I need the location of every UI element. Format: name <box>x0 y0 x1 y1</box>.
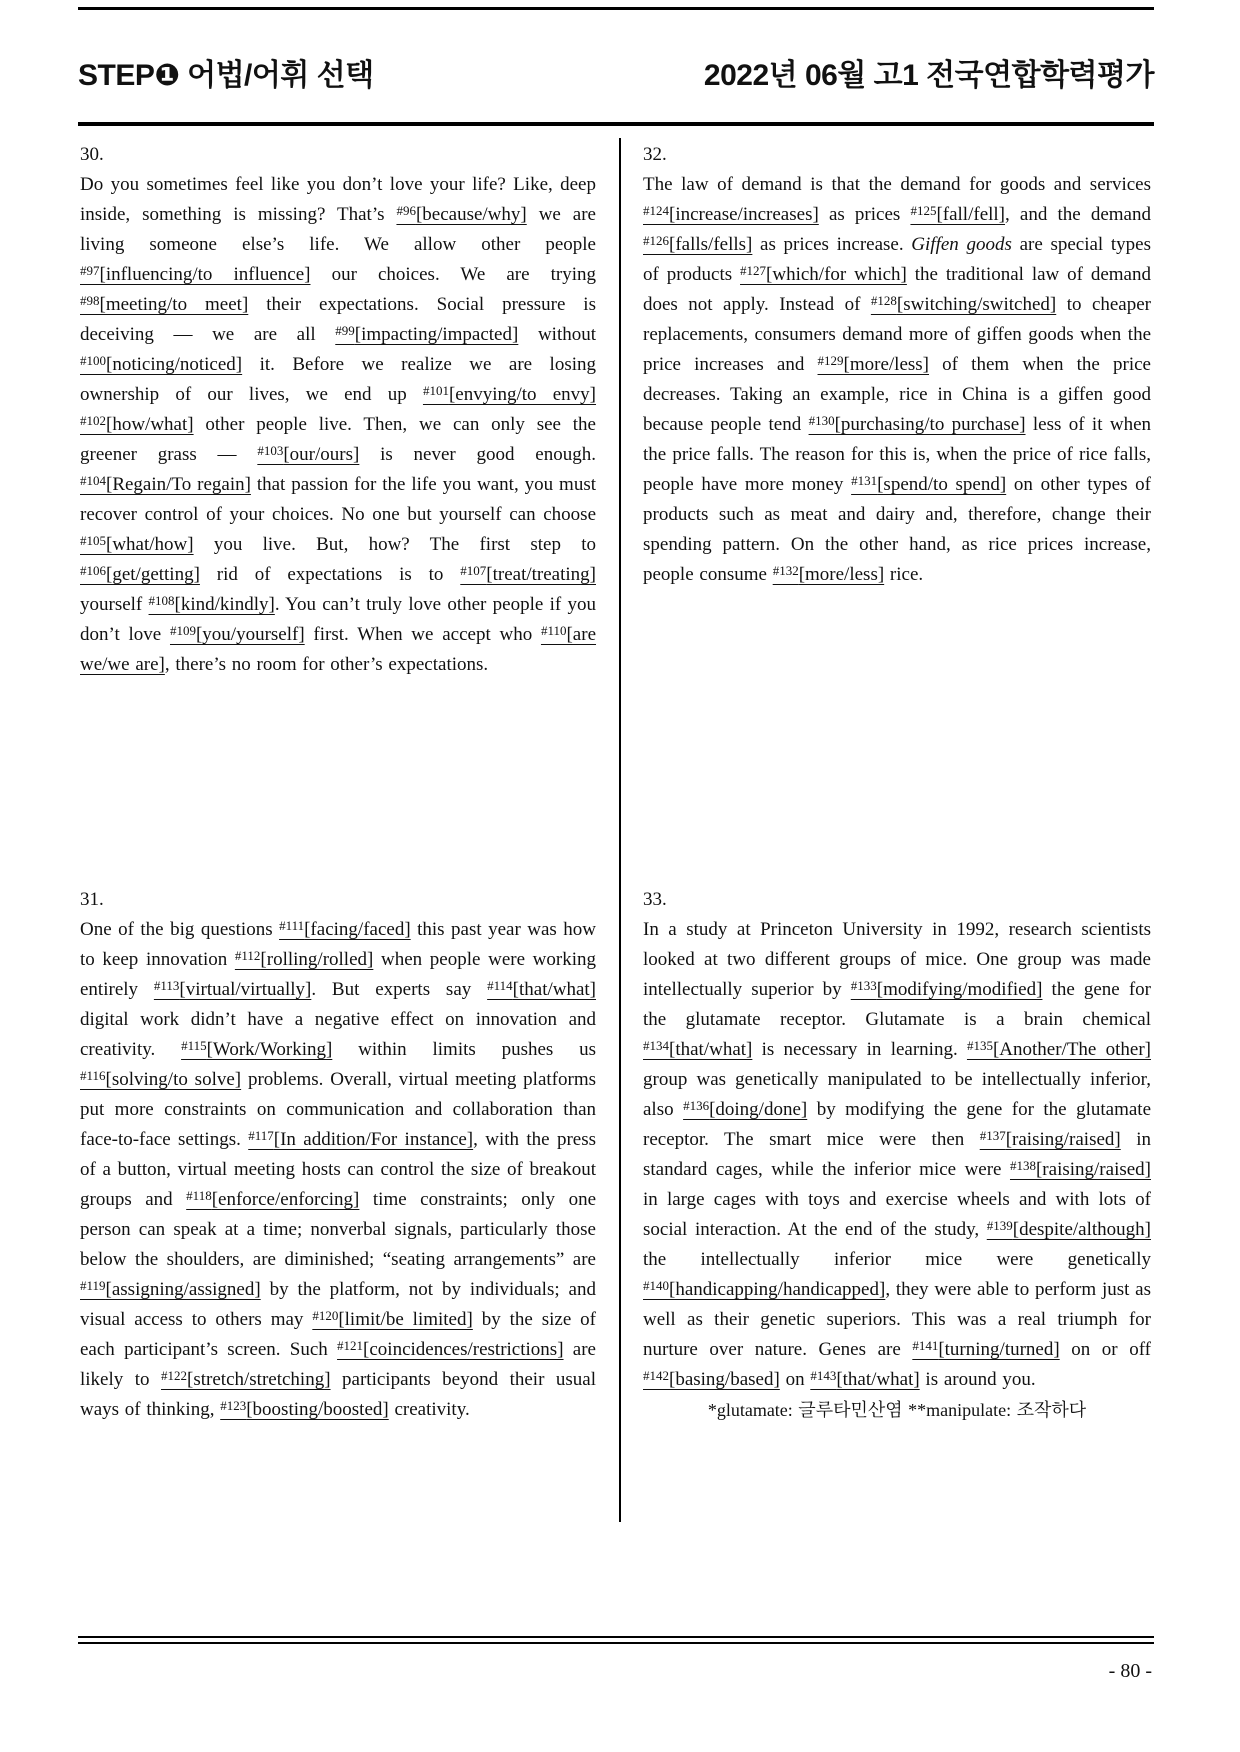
choice-options: $^{\#143}$[that/what] <box>810 1368 920 1390</box>
italic-term: Giffen goods <box>911 234 1012 255</box>
choice-options: $^{\#108}$[kind/kindly] <box>148 593 275 615</box>
choice-number: #105 <box>80 533 106 549</box>
choice-number: #121 <box>337 1338 364 1354</box>
top-rule <box>78 7 1154 10</box>
choice-options: $^{\#115}$[Work/Working] <box>181 1038 333 1060</box>
choice-options: $^{\#113}$[virtual/virtually] <box>153 978 312 1000</box>
choice-number: #103 <box>257 443 284 459</box>
choice-number: #101 <box>422 383 449 399</box>
choice-number: #135 <box>966 1038 993 1054</box>
choice-options: $^{\#123}$[boosting/boosted] <box>220 1398 389 1420</box>
choice-number: #107 <box>460 563 487 579</box>
choice-options: $^{\#112}$[rolling/rolled] <box>234 948 374 970</box>
choice-options: $^{\#130}$[purchasing/to purchase] <box>808 413 1026 435</box>
choice-options: $^{\#111}$[facing/faced] <box>279 918 411 940</box>
choice-options: $^{\#97}$[influencing/to influence] <box>80 263 311 285</box>
choice-options: $^{\#107}$[treat/treating] <box>460 563 596 585</box>
choice-number: #143 <box>810 1368 837 1384</box>
choice-number: #141 <box>912 1338 939 1354</box>
passage-30-number: 30. <box>80 144 104 165</box>
choice-number: #98 <box>80 293 100 309</box>
left-column <box>80 140 596 1560</box>
choice-options: $^{\#106}$[get/getting] <box>80 563 200 585</box>
exam-title: 2022년 06월 고1 전국연합학력평가 <box>703 59 1154 92</box>
choice-options: $^{\#98}$[meeting/to meet] <box>80 293 249 315</box>
choice-options: $^{\#128}$[switching/switched] <box>870 293 1057 315</box>
choice-options: $^{\#118}$[enforce/enforcing] <box>186 1188 360 1210</box>
choice-number: #102 <box>80 413 106 429</box>
choice-number: #115 <box>181 1038 207 1054</box>
choice-options: $^{\#127}$[which/for which] <box>740 263 907 285</box>
choice-number: #111 <box>279 918 305 934</box>
page-header <box>78 50 1154 102</box>
choice-options: $^{\#114}$[that/what] <box>487 978 597 1000</box>
choice-number: #132 <box>772 563 799 579</box>
choice-options: $^{\#129}$[more/less] <box>817 353 930 375</box>
passage-33-text: In a study at Princeton University in 1992, research scientists looked at two different groups of mice. One group was made intellectually superior by $^{\#133}$[modifying/modified] the gene for the glutamate receptor. Glutamate is a brain chemical $^{\#134}$[that/what] is necessary in learning. $^{\#135}$[Another/The other] group was genetically manipulated to be intellectually inferior, also $^{\#136}$[doing/done] by modifying the gene for the glutamate receptor. The smart mice were then $^{\#137}$[raising/raised] in standard cages, while the inferior mice were $^{\#138}$[raising/raised] in large cages with toys and exercise wheels and with lots of social interaction. At the end of the study, $^{\#139}$[despite/although] the intellectually inferior mice were genetically $^{\#140}$[handicapping/handicapped], they were able to perform just as well as their genetic superiors. This was a real triumph for nurture over nature. Genes are $^{\#141}$[turning/turned] on or off $^{\#142}$[basing/based] on $^{\#143}$[that/what] is around you. <box>643 919 1152 1390</box>
choice-number: #117 <box>248 1128 274 1144</box>
choice-number: #129 <box>817 353 844 369</box>
choice-options: $^{\#136}$[doing/done] <box>683 1098 808 1120</box>
choice-number: #106 <box>80 563 106 579</box>
choice-number: #108 <box>148 593 175 609</box>
column-divider <box>619 138 621 1522</box>
choice-options: $^{\#102}$[how/what] <box>80 413 194 435</box>
choice-options: $^{\#124}$[increase/increases] <box>643 203 819 225</box>
passage-30 <box>80 140 596 680</box>
choice-number: #104 <box>80 473 106 489</box>
choice-options: $^{\#121}$[coincidences/restrictions] <box>337 1338 564 1360</box>
choice-options: $^{\#131}$[spend/to spend] <box>851 473 1007 495</box>
choice-number: #140 <box>643 1278 669 1294</box>
choice-number: #133 <box>850 978 877 994</box>
passage-32-number: 32. <box>643 144 667 165</box>
choice-options: $^{\#105}$[what/how] <box>80 533 194 555</box>
choice-options: $^{\#140}$[handicapping/handicapped] <box>643 1278 886 1300</box>
choice-options: $^{\#132}$[more/less] <box>772 563 885 585</box>
choice-number: #125 <box>910 203 937 219</box>
choice-options: $^{\#103}$[our/ours] <box>257 443 360 465</box>
choice-options: $^{\#99}$[impacting/impacted] <box>335 323 519 345</box>
choice-options: $^{\#125}$[fall/fell] <box>910 203 1006 225</box>
choice-options: $^{\#104}$[Regain/To regain] <box>80 473 251 495</box>
choice-number: #116 <box>80 1068 106 1084</box>
choice-options: $^{\#110}$[are we/we are] <box>80 623 597 675</box>
choice-options: $^{\#141}$[turning/turned] <box>912 1338 1060 1360</box>
choice-number: #134 <box>643 1038 669 1054</box>
choice-number: #136 <box>683 1098 710 1114</box>
choice-number: #118 <box>186 1188 212 1204</box>
passage-31-number: 31. <box>80 889 104 910</box>
choice-number: #99 <box>335 323 355 339</box>
choice-options: $^{\#116}$[solving/to solve] <box>80 1068 242 1090</box>
choice-number: #97 <box>80 263 100 279</box>
passage-33 <box>643 885 1151 1425</box>
choice-number: #114 <box>487 978 513 994</box>
choice-number: #127 <box>740 263 767 279</box>
choice-number: #112 <box>234 948 261 964</box>
choice-number: #113 <box>153 978 180 994</box>
choice-number: #96 <box>396 203 416 219</box>
choice-number: #124 <box>643 203 669 219</box>
right-column <box>643 140 1151 1560</box>
passage-33-footnote: *glutamate: 글루타민산염 **manipulate: 조작하다 <box>707 1400 1087 1420</box>
choice-number: #126 <box>643 233 669 249</box>
choice-number: #120 <box>312 1308 339 1324</box>
step-title: STEP❶ 어법/어휘 선택 <box>78 59 374 92</box>
choice-options: $^{\#139}$[despite/although] <box>986 1218 1151 1240</box>
choice-options: $^{\#138}$[raising/raised] <box>1009 1158 1151 1180</box>
choice-number: #130 <box>808 413 835 429</box>
choice-number: #128 <box>870 293 897 309</box>
choice-number: #109 <box>169 623 196 639</box>
choice-number: #123 <box>220 1398 247 1414</box>
passage-31-text: One of the big questions $^{\#111}$[facing/faced] this past year was how to keep innovation $^{\#112}$[rolling/rolled] when people were working entirely $^{\#113}$[virtual/virtually]. But experts say $^{\#114}$[that/what] digital work didn’t have a negative effect on innovation and creativity. $^{\#115}$[Work/Working] within limits pushes us $^{\#116}$[solving/to solve] problems. Overall, virtual meeting platforms put more constraints on communication and collaboration than face-to-face settings. $^{\#117}$[In addition/For instance], with the press of a button, virtual meeting hosts can control the size of breakout groups and $^{\#118}$[enforce/enforcing] time constraints; only one person can speak at a time; nonverbal signals, particularly those below the shoulders, are diminished; “seating arrangements” are $^{\#119}$[assigning/assigned] by the platform, not by individuals; and visual access to others may $^{\#120}$[limit/be limited] by the size of each participant’s screen. Such $^{\#121}$[coincidences/restrictions] are likely to $^{\#122}$[stretch/stretching] participants beyond their usual ways of thinking, $^{\#123}$[boosting/boosted] creativity. <box>80 918 597 1420</box>
choice-number: #142 <box>643 1368 669 1384</box>
passage-32 <box>643 140 1151 590</box>
passage-32-text: The law of demand is that the demand for goods and services $^{\#124}$[increase/increases] as prices $^{\#125}$[fall/fell], and the demand $^{\#126}$[falls/fells] as prices increase. Giffen goods are special types of products $^{\#127}$[which/for which] the traditional law of demand does not apply. Instead of $^{\#128}$[switching/switched] to cheaper replacements, consumers demand more of giffen goods when the price increases and $^{\#129}$[more/less] of them when the price decreases. Taking an example, rice in China is a giffen good because people tend $^{\#130}$[purchasing/to purchase] less of it when the price falls. The reason for this is, when the price of rice falls, people have more money $^{\#131}$[spend/to spend] on other types of products such as meat and dairy and, therefore, change their spending pattern. On the other hand, as rice prices increase, people consume $^{\#132}$[more/less] rice. <box>643 174 1152 585</box>
choice-options: $^{\#119}$[assigning/assigned] <box>80 1278 261 1300</box>
passage-30-text: Do you sometimes feel like you don’t love your life? Like, deep inside, something is missing? That’s $^{\#96}$[because/why] we are living someone else’s life. We allow other people $^{\#97}$[influencing/to influence] our choices. We are trying $^{\#98}$[meeting/to meet] their expectations. Social pressure is deceiving — we are all $^{\#99}$[impacting/impacted] without $^{\#100}$[noticing/noticed] it. Before we realize we are losing ownership of our lives, we end up $^{\#101}$[envying/to envy] $^{\#102}$[how/what] other people live. Then, we can only see the greener grass — $^{\#103}$[our/ours] is never good enough. $^{\#104}$[Regain/To regain] that passion for the life you want, you must recover control of your choices. No one but yourself can choose $^{\#105}$[what/how] you live. But, how? The first step to $^{\#106}$[get/getting] rid of expectations is to $^{\#107}$[treat/treating] yourself $^{\#108}$[kind/kindly]. You can’t truly love other people if you don’t love $^{\#109}$[you/yourself] first. When we accept who $^{\#110}$[are we/we are], there’s no room for other’s expectations. <box>80 174 597 675</box>
choice-number: #110 <box>540 623 567 639</box>
choice-options: $^{\#122}$[stretch/stretching] <box>161 1368 331 1390</box>
passage-31 <box>80 885 596 1425</box>
choice-options: $^{\#100}$[noticing/noticed] <box>80 353 243 375</box>
choice-number: #122 <box>161 1368 188 1384</box>
choice-options: $^{\#135}$[Another/The other] <box>966 1038 1151 1060</box>
choice-options: $^{\#133}$[modifying/modified] <box>850 978 1043 1000</box>
choice-options: $^{\#126}$[falls/fells] <box>643 233 753 255</box>
header-rule <box>78 122 1154 126</box>
choice-options: $^{\#120}$[limit/be limited] <box>312 1308 473 1330</box>
choice-number: #100 <box>80 353 106 369</box>
choice-number: #138 <box>1009 1158 1036 1174</box>
choice-options: $^{\#109}$[you/yourself] <box>169 623 305 645</box>
bottom-rule <box>78 1636 1154 1644</box>
choice-options: $^{\#137}$[raising/raised] <box>979 1128 1121 1150</box>
passage-33-number: 33. <box>643 889 667 910</box>
choice-number: #139 <box>986 1218 1013 1234</box>
choice-options: $^{\#142}$[basing/based] <box>643 1368 780 1390</box>
choice-number: #131 <box>851 473 878 489</box>
choice-options: $^{\#101}$[envying/to envy] <box>422 383 597 405</box>
choice-number: #137 <box>979 1128 1006 1144</box>
choice-number: #119 <box>80 1278 106 1294</box>
choice-options: $^{\#117}$[In addition/For instance] <box>248 1128 474 1150</box>
page-number: - 80 - <box>1108 1660 1152 1682</box>
choice-options: $^{\#134}$[that/what] <box>643 1038 753 1060</box>
choice-options: $^{\#96}$[because/why] <box>396 203 527 225</box>
